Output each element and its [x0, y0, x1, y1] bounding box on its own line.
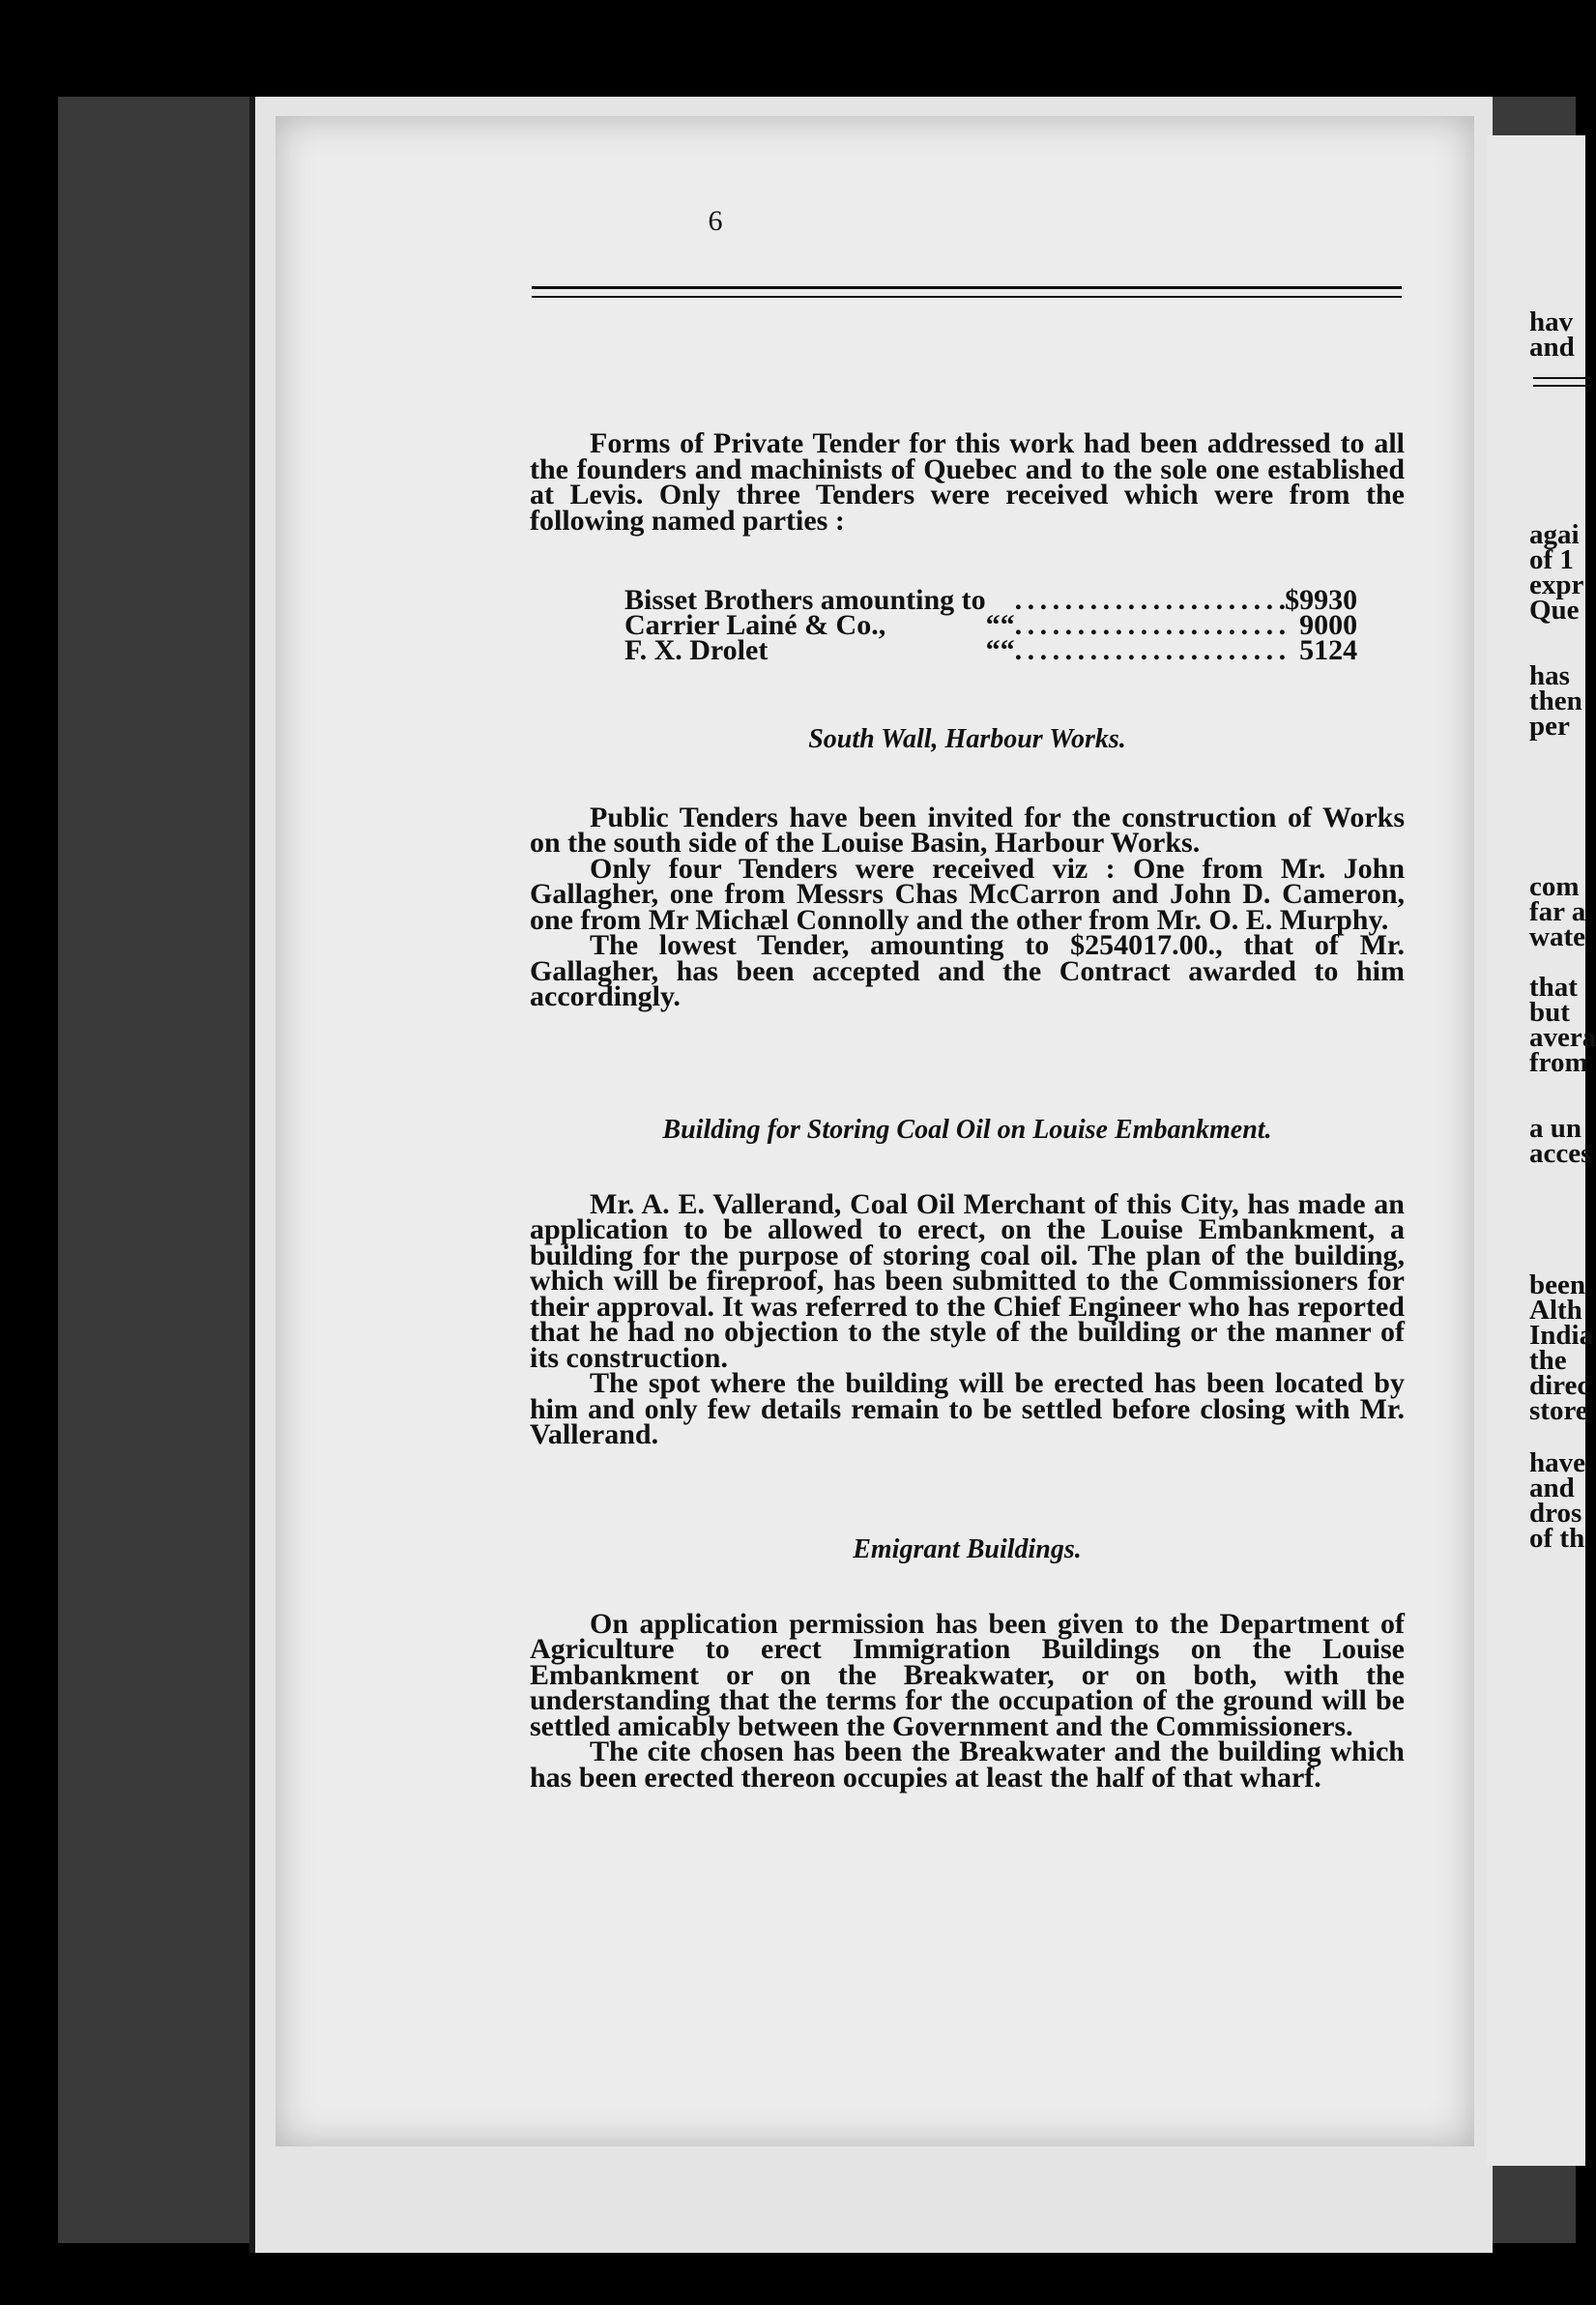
next-page-fragment: then: [1529, 686, 1582, 716]
next-page-fragment: com: [1529, 871, 1580, 902]
paragraph: Public Tenders have been invited for the construction of Works on the south side of the Louise Basin, Harbour Works.: [530, 801, 1405, 859]
section-coal-oil: [530, 1115, 1405, 1450]
tender-amount: 9000: [1299, 609, 1358, 641]
paragraph: On application permission has been given to the Department of Agriculture to erect Immigration Buildings on the Louise Embankment or on the Breakwater, or on both, with the understanding that the terms for the occupation of the ground will be settled amicably between the Government and the Commissioners.: [530, 1607, 1405, 1742]
next-page-fragment: of th: [1529, 1523, 1585, 1554]
next-page-fragment: has: [1529, 660, 1570, 691]
next-page-fragment: but: [1529, 997, 1570, 1028]
section-emigrant-buildings: [530, 1534, 1405, 1794]
paragraph: The cite chosen has been the Breakwater and the building which has been erected thereon occupies at least the half of that wharf.: [530, 1736, 1405, 1794]
next-page-fragment: the: [1529, 1345, 1567, 1376]
next-page-fragment: Alth: [1529, 1295, 1582, 1326]
next-page-fragment: store: [1529, 1395, 1588, 1426]
table-row: [624, 638, 1357, 663]
tender-name: F. X. Drolet: [624, 634, 769, 666]
next-page-fragment: per: [1529, 711, 1570, 742]
next-page-fragment: a un: [1529, 1113, 1582, 1144]
page-number: 6: [708, 205, 723, 237]
next-page-rule: [1533, 385, 1591, 387]
next-page-fragment: far a: [1529, 896, 1586, 927]
section-heading: Emigrant Buildings.: [853, 1534, 1082, 1564]
ditto-mark: “: [1000, 634, 1015, 666]
header-rule-thick: [532, 286, 1402, 289]
ditto-mark: “: [985, 609, 1001, 641]
section-south-wall: [530, 724, 1405, 1012]
next-page-fragment: and: [1529, 332, 1575, 363]
next-page-fragment: that: [1529, 972, 1578, 1003]
tender-amount: $9930: [1285, 584, 1358, 616]
next-page-fragment: been: [1529, 1269, 1585, 1300]
next-page-fragment: India: [1529, 1320, 1594, 1351]
next-page-fragment: hav: [1529, 306, 1574, 337]
tender-name: Bisset Brothers amounting to: [624, 584, 986, 616]
next-page-rule: [1533, 377, 1591, 379]
next-page-fragment: avera: [1529, 1022, 1596, 1053]
ditto-mark: “: [985, 634, 1001, 666]
tenders-table: [624, 584, 1358, 666]
intro-text: Forms of Private Tender for this work had been addressed to all the founders and machinists of Quebec and to the sole one established at Levis. Only three Tenders were received which were from the following named parties :: [530, 427, 1405, 537]
intro-paragraph: [530, 427, 1405, 537]
tender-amount: 5124: [1299, 634, 1358, 666]
next-page-fragment: wate: [1529, 921, 1585, 952]
next-page-fragment: have: [1529, 1447, 1585, 1478]
next-page-fragment: expr: [1529, 569, 1584, 600]
paragraph: The spot where the building will be erected has been located by him and only few details remain to be settled before closing with Mr. Vallerand.: [530, 1367, 1405, 1450]
next-page-edge: [1487, 135, 1596, 2166]
section-heading: Building for Storing Coal Oil on Louise Embankment.: [662, 1115, 1272, 1145]
next-page-fragment: Que: [1529, 595, 1580, 626]
ditto-mark: “: [1000, 609, 1015, 641]
paragraph: Mr. A. E. Vallerand, Coal Oil Merchant of this City, has made an application to be allowed to erect, on the Louise Embankment, a building for the purpose of storing coal oil. The plan of the building, which will be fireproof, has been submitted to the Commissioners for their approval. It was referred to the Chief Engineer who has reported that he had no objection to the style of the building or the manner of its construction.: [530, 1187, 1405, 1374]
paragraph: Only four Tenders were received viz : One from Mr. John Gallagher, one from Messrs Chas McCarron and John D. Cameron, one from Mr Michæl Connolly and the other from Mr. O. E. Murphy.: [530, 852, 1405, 936]
leader-dots: [1015, 638, 1286, 663]
header-rule-thin: [532, 296, 1402, 298]
next-page-fragment: from: [1529, 1047, 1588, 1078]
next-page-fragment: of 1: [1529, 544, 1574, 575]
tender-name: Carrier Lainé & Co.,: [624, 609, 886, 641]
next-page-fragment: dros: [1529, 1498, 1582, 1529]
next-page-fragment: acces: [1529, 1138, 1592, 1169]
next-page-fragment: agai: [1529, 519, 1580, 550]
next-page-fragment: and: [1529, 1473, 1575, 1503]
paragraph: The lowest Tender, amounting to $254017.00., that of Mr. Gallagher, has been accepted and the Contract awarded to him accordingly.: [530, 929, 1405, 1012]
section-heading: South Wall, Harbour Works.: [808, 724, 1126, 754]
next-page-fragment: direc: [1529, 1370, 1590, 1401]
